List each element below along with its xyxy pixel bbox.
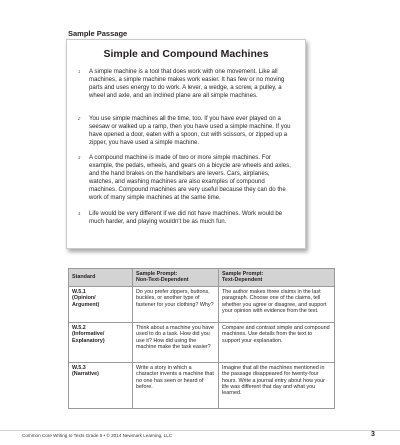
paragraph-3	[80, 154, 294, 203]
section-label: Sample Passage	[68, 29, 128, 38]
table-row	[69, 286, 335, 322]
paragraph-number: 3	[78, 155, 81, 160]
paragraph-number: 2	[78, 116, 81, 121]
page-number: 3	[371, 431, 375, 438]
standard-cell: W.5.3 (Narrative)	[69, 362, 133, 408]
paragraph-4	[80, 210, 294, 226]
text-prompt-cell: The author makes three claims in the last paragraph. Choose one of the claims, tell whether you agree or disagree, and support your opinion with evidence from the text.	[219, 286, 335, 322]
paragraph-text: Life would be very different if we did not have machines. Work would be much harder, and playing wouldn't be as much fun.	[89, 210, 283, 226]
non-text-prompt-cell: Do you prefer zippers, buttons, buckles, or another type of fastener for your clothing? Why?	[133, 286, 219, 322]
footer-divider	[0, 430, 400, 431]
paragraph-text: A simple machine is a tool that does work with one movement. Like all machines, a simple machine makes work easier. It has few or no moving parts and uses energy to do work. A lever, a wedge, a screw, a pulley, a wheel and axle, and an inclined plane are all simple machines.	[89, 68, 285, 100]
table-row	[69, 362, 335, 408]
table-row	[69, 322, 335, 362]
table-header-row	[69, 269, 335, 287]
text-prompt-cell: Compare and contrast simple and compound machines. Use details from the text to support your explanation.	[219, 322, 335, 362]
paragraph-2	[80, 115, 294, 147]
footer-credit: Common Core Writing to Texts Grade 5 • © 2014 Newmark Learning, LLC	[22, 433, 173, 438]
paragraph-text: A compound machine is made of two or more simple machines. For example, the pedals, wheels, and gears on a bicycle are wheels and axles, and the hand brakes on the handlebars are levers. Cars, airplanes, watches, and washing machines are also examples of compound machines. Compound machines are very useful because they can do the work of many simple machines at the same time.	[89, 154, 291, 202]
non-text-prompt-cell: Think about a machine you have used to do a task. How did you use it? How did using the machine make the task easier?	[133, 322, 219, 362]
paragraph-text: You use simple machines all the time, too. If you have ever played on a seesaw or walked up a ramp, then you have used a simple machine. If you have opened a door, eaten with a spoon, cut with scissors, or zipped up a zipper, you have used a simple machine.	[89, 115, 291, 147]
standard-cell: W.5.1 (Opinion/ Argument)	[69, 286, 133, 322]
text-prompt-cell: Imagine that all the machines mentioned in the passage disappeared for twenty-four hours. Write a journal entry about how your life was different that day and what you learned.	[219, 362, 335, 408]
header-standard: Standard	[69, 269, 133, 287]
header-non-text-dependent: Sample Prompt: Non-Text-Dependent	[133, 269, 219, 287]
header-text-dependent: Sample Prompt: Text-Dependent	[219, 269, 335, 287]
paragraph-1	[80, 68, 294, 100]
non-text-prompt-cell: Write a story in which a character invents a machine that no one has seen or heard of before.	[133, 362, 219, 408]
sample-passage-card	[66, 39, 306, 249]
paragraph-number: 1	[78, 69, 81, 74]
prompts-table	[68, 268, 335, 409]
passage-title: Simple and Compound Machines	[103, 48, 269, 60]
standard-cell: W.5.2 (Informative/ Explanatory)	[69, 322, 133, 362]
paragraph-number: 4	[78, 211, 81, 216]
